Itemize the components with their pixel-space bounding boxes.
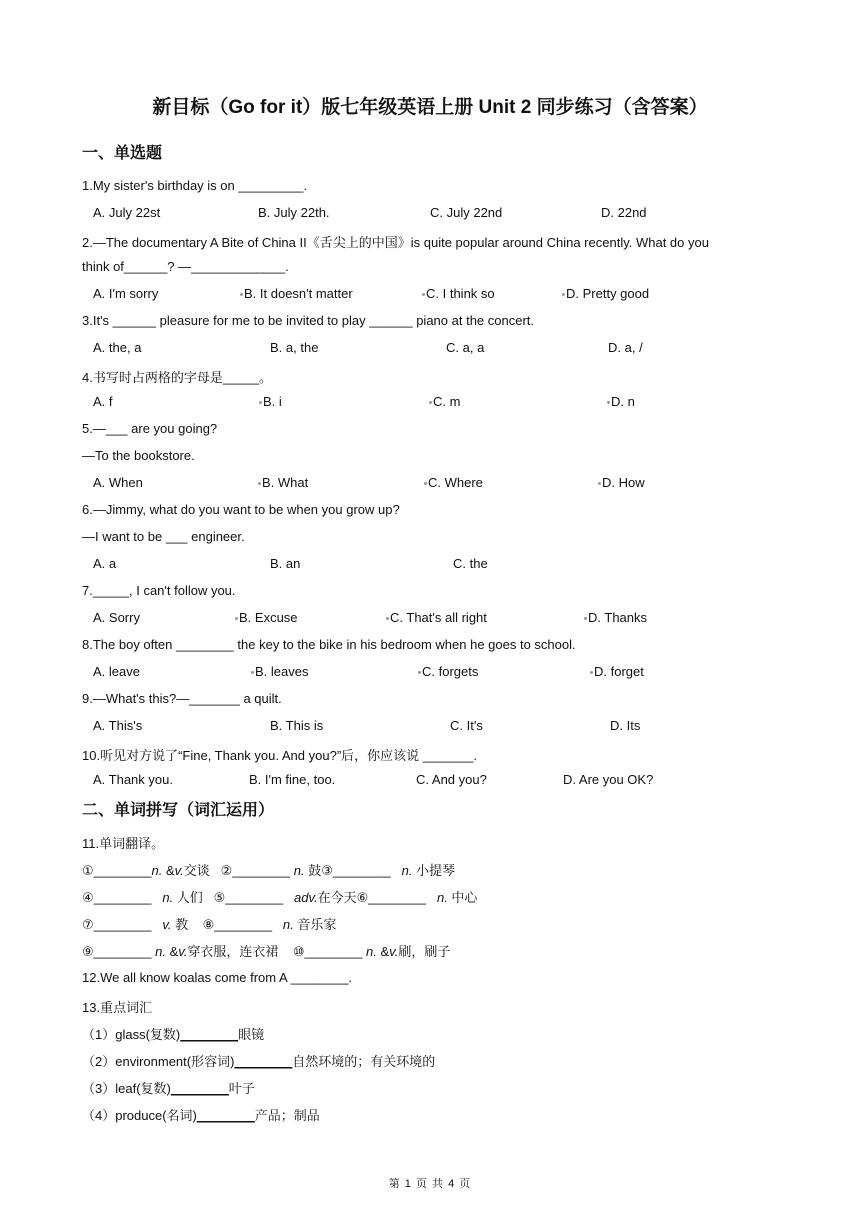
question-6-stem: 6.—Jimmy, what do you want to be when you grow up? <box>82 502 400 517</box>
part-of-speech: n. <box>162 890 174 905</box>
question-5-option-a: A. When <box>93 475 143 490</box>
question-7-option-b: B. Excuse <box>235 610 298 625</box>
question-10-option-b: B. I'm fine, too. <box>249 772 336 787</box>
answer-blank: ________ <box>304 944 363 959</box>
question-9-option-b: B. This is <box>270 718 324 733</box>
question-3-option-c: C. a, a <box>446 340 485 355</box>
key-word-prompt: （3）leaf(复数) <box>82 1081 171 1096</box>
conjunction: & <box>165 944 179 959</box>
meaning: 刷，刷子 <box>398 944 451 959</box>
question-3-option-a: A. the, a <box>93 340 142 355</box>
key-word-prompt: （2）environment(形容词) <box>82 1054 235 1069</box>
vocab-row-4 <box>82 941 450 960</box>
question-9-option-d: D. Its <box>610 718 641 733</box>
question-4-option-a: A. f <box>93 394 113 409</box>
question-2-option-d: D. Pretty good <box>562 286 649 301</box>
part-of-speech: n. <box>155 944 166 959</box>
question-9-option-a: A. This's <box>93 718 143 733</box>
answer-blank: ________ <box>93 944 152 959</box>
question-11-stem: 11.单词翻译。 <box>82 836 165 851</box>
part-of-speech: n. <box>151 863 163 878</box>
bullet-dot-icon <box>258 482 261 485</box>
meaning: 自然环境的；有关环境的 <box>292 1054 436 1069</box>
question-8-option-c: C. forgets <box>418 664 478 679</box>
answer-blank: ________ <box>232 863 291 878</box>
bullet-dot-icon <box>429 401 432 404</box>
question-13-stem: 13.重点词汇 <box>82 1000 153 1015</box>
key-word-3 <box>82 1078 255 1097</box>
item-number: ⑦ <box>82 917 94 932</box>
part-of-speech: v. <box>178 944 188 959</box>
answer-blank: ________ <box>93 863 152 878</box>
question-3-option-d: D. a, / <box>608 340 643 355</box>
part-of-speech: n. <box>282 917 294 932</box>
item-number: ① <box>82 863 94 878</box>
meaning: 在今天 <box>317 890 357 905</box>
question-8-option-a: A. leave <box>93 664 140 679</box>
question-7-stem: 7._____, I can't follow you. <box>82 583 236 598</box>
question-6-option-b: B. an <box>270 556 301 571</box>
question-4-stem: 4.书写时占两格的字母是_____。 <box>82 370 272 385</box>
answer-blank: ________ <box>180 1027 239 1042</box>
item-number: ③ <box>321 863 333 878</box>
item-number: ⑩ <box>292 944 305 959</box>
question-10-stem: 10.听见对方说了“Fine, Thank you. And you?”后，你应该说 _______. <box>82 748 477 763</box>
bullet-dot-icon <box>235 617 238 620</box>
question-4-option-b: B. i <box>259 394 282 409</box>
item-number: ⑤ <box>213 890 226 905</box>
question-6-option-c: C. the <box>453 556 488 571</box>
question-12-stem: 12.We all know koalas come from A ________. <box>82 970 353 985</box>
bullet-dot-icon <box>607 401 610 404</box>
question-6-stem-cont: —I want to be ___ engineer. <box>82 529 245 544</box>
meaning: 小提琴 <box>412 863 456 878</box>
question-9-option-c: C. It's <box>450 718 483 733</box>
bullet-dot-icon <box>418 671 421 674</box>
part-of-speech: v. <box>389 944 399 959</box>
bullet-dot-icon <box>240 293 243 296</box>
question-5-option-d: D. How <box>598 475 645 490</box>
key-word-2 <box>82 1051 435 1070</box>
question-2-option-a: A. I'm sorry <box>93 286 159 301</box>
answer-blank: ________ <box>214 917 273 932</box>
document-title: 新目标（Go for it）版七年级英语上册 Unit 2 同步练习（含答案） <box>152 97 708 118</box>
conjunction: & <box>162 863 175 878</box>
question-5-option-c: C. Where <box>424 475 483 490</box>
answer-blank: ________ <box>93 890 152 905</box>
meaning: 穿衣服，连衣裙 <box>187 944 279 959</box>
bullet-dot-icon <box>598 482 601 485</box>
meaning: 教 <box>171 917 189 932</box>
answer-blank: ________ <box>368 890 427 905</box>
bullet-dot-icon <box>386 617 389 620</box>
question-10-option-a: A. Thank you. <box>93 772 173 787</box>
conjunction: & <box>376 944 390 959</box>
answer-blank: ________ <box>170 1081 229 1096</box>
question-8-option-d: D. forget <box>590 664 644 679</box>
bullet-dot-icon <box>251 671 254 674</box>
question-5-option-b: B. What <box>258 475 308 490</box>
meaning: 眼镜 <box>238 1027 265 1042</box>
item-number: ⑨ <box>82 944 94 959</box>
question-6-option-a: A. a <box>93 556 117 571</box>
vocab-row-1 <box>82 860 455 879</box>
meaning: 交谈 <box>183 863 210 878</box>
question-2-stem: 2.—The documentary A Bite of China II《舌尖上的中国》is quite popular around China recently. What do you <box>82 235 709 250</box>
question-1-option-b: B. July 22th. <box>258 205 330 220</box>
question-5-stem-cont: —To the bookstore. <box>82 448 195 463</box>
part-of-speech: n. <box>401 863 413 878</box>
part-of-speech: v. <box>174 863 184 878</box>
bullet-dot-icon <box>590 671 593 674</box>
part-of-speech: n. <box>366 944 377 959</box>
meaning: 产品；制品 <box>254 1108 320 1123</box>
part-of-speech: n. <box>293 863 305 878</box>
bullet-dot-icon <box>562 293 565 296</box>
key-word-4 <box>82 1105 320 1124</box>
bullet-dot-icon <box>584 617 587 620</box>
answer-blank: ________ <box>332 863 391 878</box>
question-4-option-c: C. m <box>429 394 460 409</box>
question-1-option-c: C. July 22nd <box>430 205 503 220</box>
vocab-row-3 <box>82 914 336 933</box>
part-of-speech: v. <box>162 917 172 932</box>
question-7-option-c: C. That's all right <box>386 610 487 625</box>
bullet-dot-icon <box>259 401 262 404</box>
question-1-option-d: D. 22nd <box>601 205 647 220</box>
vocab-row-2 <box>82 887 477 906</box>
answer-blank: ________ <box>225 890 284 905</box>
section-heading-single-choice: 一、单选题 <box>82 145 163 162</box>
meaning: 鼓 <box>304 863 322 878</box>
meaning: 音乐家 <box>293 917 337 932</box>
question-1-option-a: A. July 22st <box>93 205 161 220</box>
item-number: ④ <box>82 890 94 905</box>
bullet-dot-icon <box>424 482 427 485</box>
question-4-option-d: D. n <box>607 394 635 409</box>
question-10-option-c: C. And you? <box>416 772 487 787</box>
question-10-option-d: D. Are you OK? <box>563 772 654 787</box>
item-number: ⑧ <box>202 917 215 932</box>
question-7-option-a: A. Sorry <box>93 610 140 625</box>
answer-blank: ________ <box>93 917 152 932</box>
item-number: ② <box>220 863 233 878</box>
meaning: 中心 <box>447 890 478 905</box>
meaning: 人们 <box>173 890 203 905</box>
item-number: ⑥ <box>356 890 369 905</box>
answer-blank: ________ <box>234 1054 293 1069</box>
question-3-option-b: B. a, the <box>270 340 319 355</box>
page-footer: 第 1 页 共 4 页 <box>388 1178 472 1190</box>
answer-blank: ________ <box>196 1108 255 1123</box>
bullet-dot-icon <box>422 293 425 296</box>
question-2-option-b: B. It doesn't matter <box>240 286 353 301</box>
question-7-option-d: D. Thanks <box>584 610 647 625</box>
question-2-stem-cont: think of______? —_____________. <box>82 259 289 274</box>
part-of-speech: adv. <box>294 890 318 905</box>
meaning: 叶子 <box>228 1081 255 1096</box>
part-of-speech: n. <box>436 890 448 905</box>
section-heading-spelling: 二、单词拼写（词汇运用） <box>82 802 275 819</box>
question-3-stem: 3.It's ______ pleasure for me to be invited to play ______ piano at the concert. <box>82 313 535 328</box>
question-1-stem: 1.My sister's birthday is on _________. <box>82 178 308 193</box>
key-word-prompt: （1）glass(复数) <box>82 1027 181 1042</box>
question-5-stem: 5.—___ are you going? <box>82 421 218 436</box>
key-word-prompt: （4）produce(名词) <box>82 1108 197 1123</box>
question-8-stem: 8.The boy often ________ the key to the bike in his bedroom when he goes to school. <box>82 637 576 652</box>
question-9-stem: 9.—What's this?—_______ a quilt. <box>82 691 282 706</box>
question-8-option-b: B. leaves <box>251 664 308 679</box>
question-2-option-c: C. I think so <box>422 286 495 301</box>
key-word-1 <box>82 1024 264 1043</box>
